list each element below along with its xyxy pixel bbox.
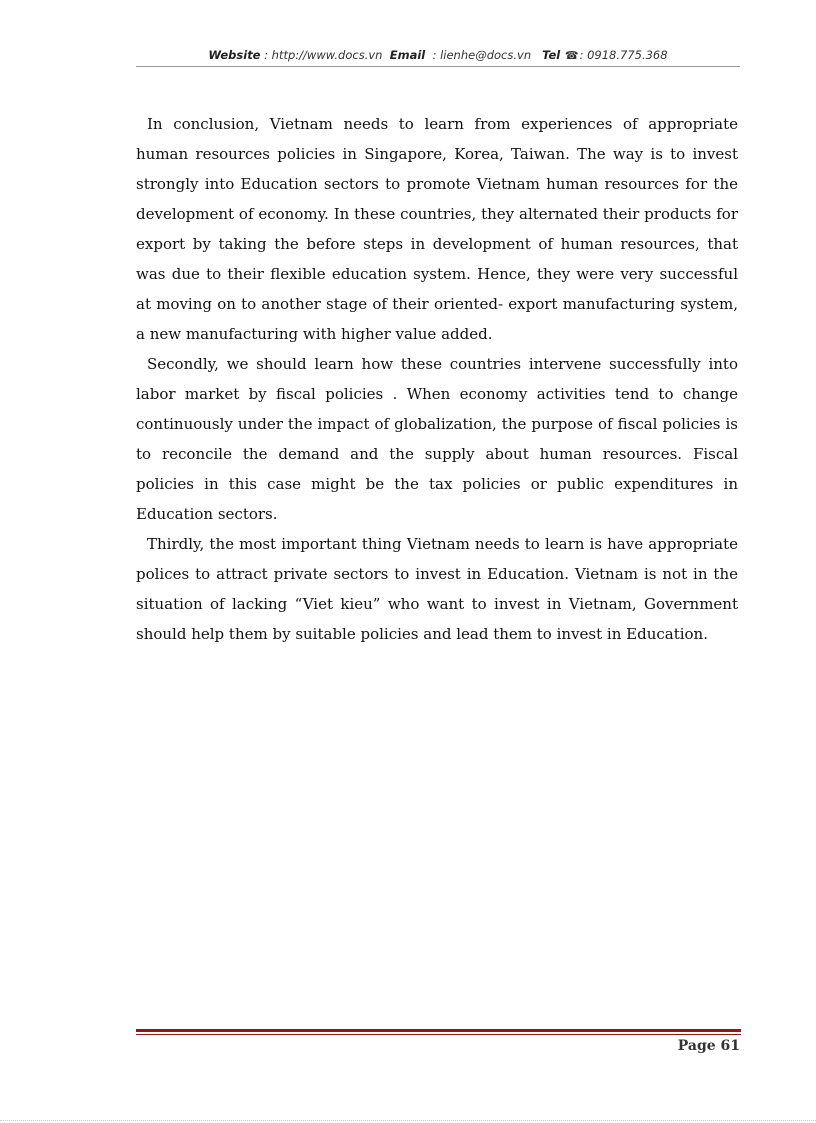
tel-number: : 0918.775.368	[579, 48, 668, 62]
tel-label: Tel	[542, 48, 561, 62]
paragraph-thirdly: Thirdly, the most important thing Vietnam needs to learn is have appropriate polices to attract private sectors to invest in Education. Vietnam is not in the situation of lacking “Viet kieu” who want to invest in Vietnam, Government should help them by suitable policies and lead them to invest in Education.	[136, 535, 738, 643]
phone-icon: ☎	[564, 49, 579, 62]
page-bottom-border	[0, 1120, 816, 1121]
document-body	[136, 109, 738, 649]
website-label: Website	[208, 48, 261, 62]
email-label: Email	[389, 48, 426, 62]
email-address: : lienhe@docs.vn	[432, 48, 532, 62]
paragraph-conclusion: In conclusion, Vietnam needs to learn from experiences of appropriate human resources policies in Singapore, Korea, Taiwan. The way is to invest strongly into Education sectors to promote Vietnam human resources for the development of economy. In these countries, they alternated their products for export by taking the before steps in development of human resources, that was due to their flexible education system. Hence, they were very successful at moving on to another stage of their oriented- export manufacturing system, a new manufacturing with higher value added.	[136, 115, 738, 343]
page-number: Page 61	[677, 1038, 740, 1054]
footer-rule-thick	[136, 1029, 741, 1032]
paragraph-secondly: Secondly, we should learn how these countries intervene successfully into labor market by fiscal policies . When economy activities tend to change continuously under the impact of globalization, the purpose of fiscal policies is to reconcile the demand and the supply about human resources. Fiscal policies in this case might be the tax policies or public expenditures in Education sectors.	[136, 355, 738, 523]
footer-rule-thin	[136, 1034, 741, 1035]
page-header	[136, 47, 740, 67]
website-url: : http://www.docs.vn	[264, 48, 383, 62]
